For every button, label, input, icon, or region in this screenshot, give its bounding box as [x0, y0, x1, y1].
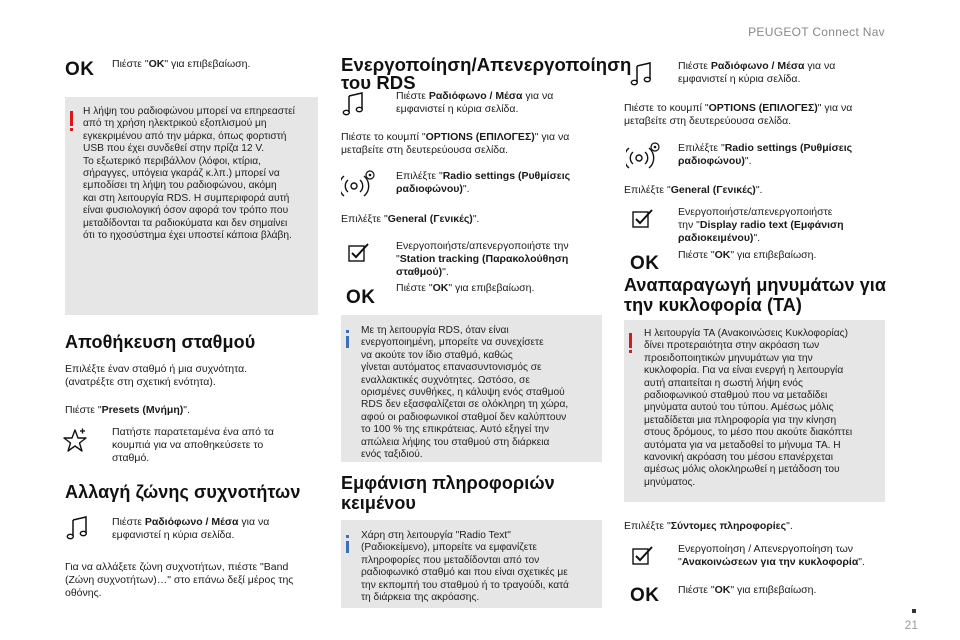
rds-general-instruction: Επιλέξτε "General (Γενικές)".	[341, 213, 480, 225]
note-line: ενεργοποιημένη, μπορείτε να συνεχίσετε	[361, 337, 544, 349]
note-line: Η λήψη του ραδιοφώνου μπορεί να επηρεαστεί	[83, 106, 295, 117]
note-line: ότι το ηχοσύστημα έχει υποστεί κάποια βλάβη.	[83, 230, 292, 242]
music-note-icon	[66, 516, 88, 540]
note-line: μεταδίδονται τα ραδιοκύματα και δεν σημαίνει	[83, 217, 288, 229]
rds-radio-instruction: Πιέστε Ραδιόφωνο / Μέσα για να εμφανιστεί η κύρια σελίδα.	[396, 90, 554, 115]
star-icon	[62, 428, 88, 454]
note-line: RDS δεν εξασφαλίζεται σε ολόκληρη τη χώρα,	[361, 399, 569, 411]
note-line: τη διάρκεια της ακρόασης.	[361, 592, 480, 604]
checkbox-icon	[348, 242, 370, 262]
ok-icon: OK	[630, 585, 660, 606]
band-paragraph: Για να αλλάξετε ζώνη συχνοτήτων, πιέστε "Band (Ζώνη συχνοτήτων)…" στο επάνω δεξί μέρος της οθόνης.	[65, 561, 294, 599]
note-line: την εκπομπή του σταθμού ή το τραγούδι, κατά	[361, 579, 569, 591]
note-line: εμποδίσει τη λήψη του ραδιοφώνου, ακόμη	[83, 180, 277, 192]
ta-shortcuts-instruction: Επιλέξτε "Σύντομες πληροφορίες".	[624, 520, 793, 532]
store-paragraph-2: Πιέστε "Presets (Μνήμη)".	[65, 404, 190, 416]
note-line: αφού οι ραδιοφωνικοί σταθμοί δεν καλύπτουν	[361, 411, 567, 423]
note-line: USB που έχει συνδεθεί στην πρίζα 12 V.	[83, 143, 265, 155]
note-line: ενός ταξιδιού.	[361, 449, 423, 461]
info-note-radio-text	[341, 520, 602, 608]
note-line: προειδοποιητικών μηνυμάτων για την	[644, 352, 813, 364]
music-note-icon	[630, 62, 652, 86]
note-line: ραδιοφωνικό σταθμό και που είναι σχετικές με	[361, 567, 568, 579]
ok-icon: OK	[65, 59, 95, 80]
note-line: γίνεται αυτόματος επανασυντονισμός σε	[361, 362, 542, 374]
rds-settings-instruction: Επιλέξτε "Radio settings (Ρυθμίσεις ραδιοφώνου)".	[396, 170, 571, 195]
checkbox-icon	[632, 208, 654, 228]
ok-instruction: Πιέστε "OK" για επιβεβαίωση.	[112, 58, 251, 70]
ok-icon: OK	[630, 253, 660, 274]
rt-settings-instruction: Επιλέξτε "Radio settings (Ρυθμίσεις ραδιοφώνου)".	[678, 142, 853, 167]
note-line: μεταδίδεται μια πληροφορία για την κίνηση	[644, 414, 837, 426]
note-line: ραδιοφωνικού σταθμού που να μεταδίδει	[644, 390, 828, 402]
note-line: εναλλακτικές συχνότητες. Ωστόσο, σε	[361, 374, 530, 386]
info-mark-icon	[346, 336, 349, 348]
rt-radio-instruction: Πιέστε Ραδιόφωνο / Μέσα για να εμφανιστεί η κύρια σελίδα.	[678, 60, 836, 85]
note-line: αυτή απαιτείται η σωστή λήψη ενός	[644, 377, 803, 389]
running-header: PEUGEOT Connect Nav	[748, 25, 885, 39]
heading-rds: Ενεργοποίηση/Απενεργοποίηση του RDS	[341, 54, 632, 93]
radio-settings-icon	[626, 140, 662, 172]
info-mark-dot	[346, 330, 349, 333]
rds-toggle-instruction: Ενεργοποιήστε/απενεργοποιήστε την "Station tracking (Παρακολούθηση σταθμού)".	[396, 240, 569, 278]
note-line: ορισμένες συνθήκες, η κάλυψη ενός σταθμού	[361, 387, 565, 399]
note-line: αμέσως μόλις ολοκληρωθεί η μετάδοση του	[644, 464, 840, 476]
warning-mark-dot	[70, 128, 73, 131]
note-line: Η λειτουργία TA (Ανακοινώσεις Κυκλοφορίας)	[644, 328, 848, 339]
note-line: σήραγγες, υπόγεια γκαράζ κ.λπ.) μπορεί να	[83, 168, 280, 180]
note-line: μηνύματος.	[644, 476, 696, 488]
heading-change-band: Αλλαγή ζώνης συχνοτήτων	[65, 482, 301, 502]
rt-ok-instruction: Πιέστε "OK" για επιβεβαίωση.	[678, 249, 817, 261]
rds-options-instruction: Πιέστε το κουμπί "OPTIONS (ΕΠΙΛΟΓΕΣ)" για να μεταβείτε στη δευτερεύουσα σελίδα.	[341, 131, 570, 156]
warning-mark-icon	[629, 333, 632, 348]
note-line: κανονική ακρόαση του μέσου επανέρχεται	[644, 452, 834, 464]
warning-text-ta	[644, 328, 884, 489]
note-line: είναι φυσιολογική όσον αφορά τον τρόπο που	[83, 205, 289, 217]
note-line: πληροφορίες που μεταδίδονται από τον	[361, 554, 540, 566]
warning-text	[83, 106, 315, 242]
note-line: Χάρη στη λειτουργία "Radio Text"	[361, 530, 511, 541]
warning-note-ta	[624, 320, 885, 502]
warning-note-radio-reception	[65, 97, 318, 315]
info-text-rds	[361, 325, 601, 461]
info-mark-icon	[346, 541, 349, 553]
note-line: μηνύματα αυτού του τύπου. Αμέσως μόλις	[644, 402, 834, 414]
page-marker	[912, 609, 916, 613]
heading-radio-text: Εμφάνιση πληροφοριών κειμένου	[341, 473, 555, 513]
store-paragraph-1: Επιλέξτε έναν σταθμό ή μια συχνότητα. (ανατρέξτε στη σχετική ενότητα).	[65, 363, 248, 388]
info-text-radio-text	[361, 530, 601, 604]
note-line: αυτόματα για να μεταδοθεί το μήνυμα TA. Η	[644, 439, 841, 451]
note-line: το 100 % της επικράτειας. Αυτό εξηγεί την	[361, 424, 550, 436]
rt-general-instruction: Επιλέξτε "General (Γενικές)".	[624, 184, 763, 196]
warning-mark-icon	[70, 111, 73, 126]
band-radio-instruction: Πιέστε Ραδιόφωνο / Μέσα για να εμφανιστεί η κύρια σελίδα.	[112, 516, 270, 541]
heading-store-station: Αποθήκευση σταθμού	[65, 332, 256, 352]
note-line: Το εξωτερικό περιβάλλον (λόφοι, κτίρια,	[83, 155, 261, 167]
page-number: 21	[904, 618, 918, 633]
note-line: απώλεια λήψης του σταθμού στη διάρκεια	[361, 436, 550, 448]
warning-mark-dot	[629, 350, 632, 353]
ta-toggle-instruction: Ενεργοποίηση / Απενεργοποίηση των "Ανακοινώσεων για την κυκλοφορία".	[678, 543, 865, 568]
note-line: στους δρόμους, το μέσο που ακούτε διακόπτει	[644, 427, 853, 439]
music-note-icon	[342, 92, 364, 116]
radio-settings-icon	[341, 168, 377, 200]
heading-traffic-announcements: Αναπαραγωγή μηνυμάτων για την κυκλοφορία (TA)	[624, 275, 887, 315]
store-star-text: Πατήστε παρατεταμένα ένα από τα κουμπιά για να αποθηκεύσετε το σταθμό.	[112, 426, 275, 464]
checkbox-icon	[632, 545, 654, 565]
rt-toggle-instruction: Ενεργοποιήστε/απενεργοποιήστε την "Display radio text (Εμφάνιση ραδιοκειμένου)".	[678, 206, 844, 244]
note-line: δίνει προτεραιότητα στην ακρόαση των	[644, 340, 820, 352]
ta-ok-instruction: Πιέστε "OK" για επιβεβαίωση.	[678, 584, 817, 596]
note-line: και στη λειτουργία RDS. Η συμπεριφορά αυτή	[83, 192, 290, 204]
note-line: κυκλοφορία. Για να είναι ενεργή η λειτουργία	[644, 365, 844, 377]
rds-ok-instruction: Πιέστε "OK" για επιβεβαίωση.	[396, 282, 535, 294]
note-line: από τη χρήση ηλεκτρικού εξοπλισμού μη	[83, 118, 267, 130]
note-line: (Ραδιοκείμενο), μπορείτε να εμφανίζετε	[361, 542, 537, 554]
ok-icon: OK	[346, 287, 376, 308]
note-line: εγκεκριμένου από την μάρκα, όπως φορτιστή	[83, 130, 287, 142]
note-line: να ακούτε τον ίδιο σταθμό, καθώς	[361, 349, 513, 361]
info-note-rds	[341, 315, 602, 462]
rt-options-instruction: Πιέστε το κουμπί "OPTIONS (ΕΠΙΛΟΓΕΣ)" για να μεταβείτε στη δευτερεύουσα σελίδα.	[624, 102, 853, 127]
note-line: Με τη λειτουργία RDS, όταν είναι	[361, 325, 509, 336]
info-mark-dot	[346, 535, 349, 538]
